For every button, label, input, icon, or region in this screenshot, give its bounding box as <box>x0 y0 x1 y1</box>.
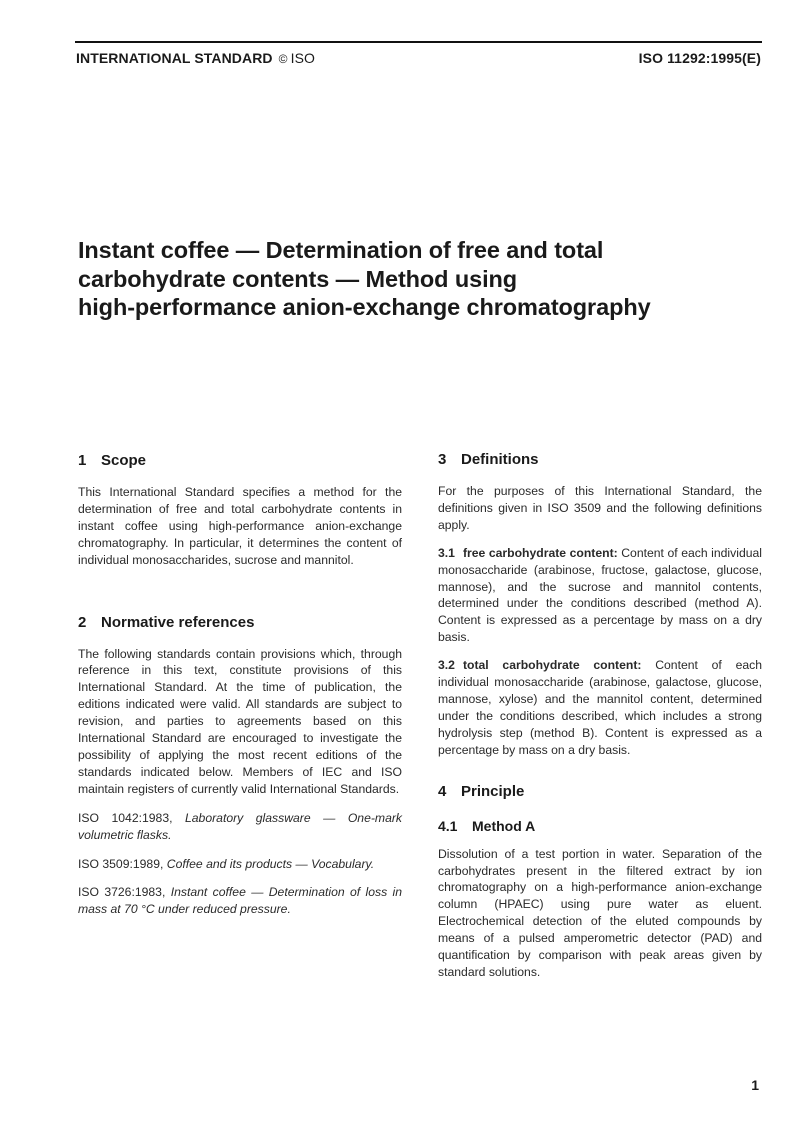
reference-code: ISO 3726:1983, <box>78 885 166 900</box>
definitions-intro: For the purposes of this International Standard, the definitions given in ISO 3509 and the following definitions apply. <box>438 484 762 532</box>
section-number: 1 <box>78 452 87 469</box>
reference-code: ISO 3509:1989, <box>78 856 164 871</box>
document-number: ISO 11292:1995(E) <box>638 50 761 66</box>
section-title: Normative references <box>101 613 255 631</box>
method-a-paragraph: Dissolution of a test portion in water. Separation of the carbohydrates present in the filtered extract by ion chromatography on a high-performance anion-exchange column (HPAEC) using pure water as eluent. Electrochemical detection of the eluted compounds by means of a pulsed amperometric detector (PAD) and quantification by comparison with peak areas given by standard solutions. <box>438 846 762 979</box>
section-number: 4 <box>438 782 447 800</box>
definition-number: 3.2 <box>438 658 455 673</box>
subsection-title: Method A <box>472 817 536 834</box>
reference-title: Laboratory glassware — One-mark volumetric flasks. <box>78 810 402 842</box>
definition-text: Content of each individual monosaccharide (arabinose, fructose, galactose, glucose, mannose), and the sucrose and mannitol contents, determined under the conditions described (method A). Content is expressed as a percentage by mass on a dry basis. <box>438 545 762 645</box>
section-title: Scope <box>101 452 147 469</box>
copyright-symbol: © <box>278 52 288 66</box>
section-title: Definitions <box>461 451 539 468</box>
definition-text: Content of each individual monosaccharide (arabinose, galactose, glucose, mannose, xylose) and the mannitol content, determined under the conditions described, which includes a strong hydrolysis step (method B). Content is expressed as a percentage by mass on a dry basis. <box>438 658 762 757</box>
section-heading-scope <box>78 452 402 469</box>
reference-title: Coffee and its products — Vocabulary. <box>166 856 375 871</box>
definition-term: total carbohydrate content: <box>462 658 642 673</box>
page-number: 1 <box>751 1077 759 1093</box>
normative-references-paragraph: The following standards contain provisions which, through reference in this text, constitute provisions of this International Standard. At the time of publication, the editions indicated were valid. All standards are subject to revision, and parties to agreements based on this International Standard are encouraged to investigate the possibility of applying the most recent editions of the standards indicated below. Members of IEC and ISO maintain registers of currently valid International Standards. <box>78 646 402 796</box>
definition-item <box>438 545 762 646</box>
definition-term: free carbohydrate content: <box>462 545 618 560</box>
section-number: 3 <box>438 451 447 468</box>
section-heading-principle <box>438 783 762 800</box>
subsection-number: 4.1 <box>438 817 458 834</box>
reference-item <box>78 856 402 873</box>
reference-code: ISO 1042:1983, <box>78 810 173 825</box>
title-line: carbohydrate contents — Method using <box>78 265 518 292</box>
section-heading-definitions <box>438 451 762 468</box>
section-number: 2 <box>78 613 87 631</box>
section-title: Principle <box>461 782 525 800</box>
document-title <box>78 236 778 322</box>
header-standard-label <box>76 50 315 66</box>
reference-item <box>78 810 402 844</box>
title-line: high-performance anion-exchange chromatography <box>78 294 651 320</box>
right-column <box>438 451 762 981</box>
standard-label: INTERNATIONAL STANDARD <box>76 50 273 66</box>
header-rule <box>75 41 762 43</box>
definition-item <box>438 657 762 758</box>
section-heading-normative-references <box>78 614 402 631</box>
subsection-heading-method-a <box>438 818 762 834</box>
reference-item <box>78 884 402 918</box>
left-column <box>78 452 402 918</box>
title-line: Instant coffee — Determination of free and total <box>78 237 604 263</box>
reference-title: Instant coffee — Determination of loss in mass at 70 °C under reduced pressure. <box>78 885 403 917</box>
definition-number: 3.1 <box>438 545 455 560</box>
scope-paragraph: This International Standard specifies a method for the determination of free and total carbohydrate contents in instant coffee using high-performance anion-exchange chromatography. In particular, it determines the content of individual monosaccharides, sucrose and mannitol. <box>78 485 402 567</box>
header-org: ISO <box>290 50 316 66</box>
